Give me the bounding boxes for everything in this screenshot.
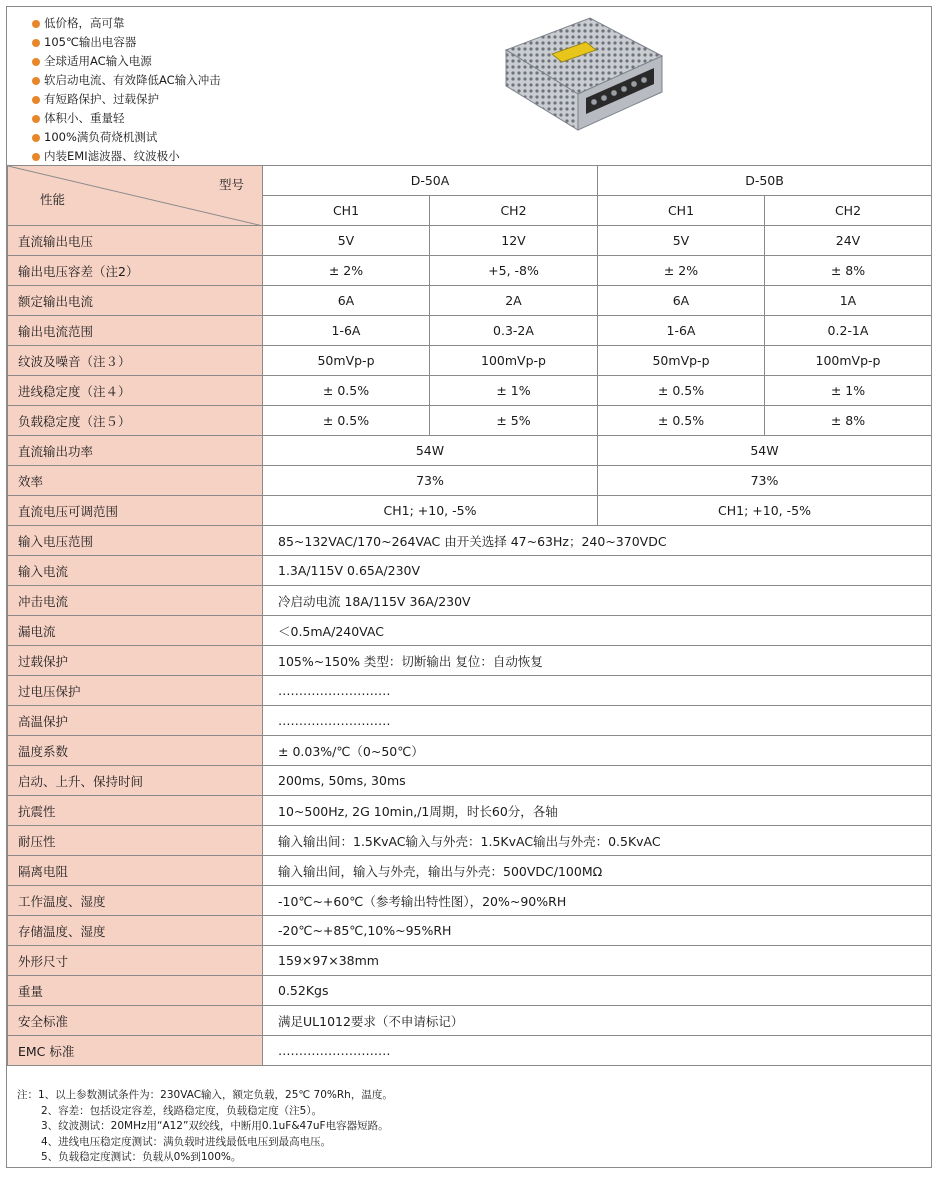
spec-row — [8, 316, 932, 346]
spec-value: -10℃~+60℃（参考输出特性图），20%~90%RH — [263, 886, 932, 916]
channel-value: +5, -8% — [430, 256, 598, 286]
channel-value: 1A — [765, 286, 932, 316]
channel-value: 100mVp-p — [765, 346, 932, 376]
model-value: 54W — [263, 436, 598, 466]
spec-row — [8, 586, 932, 616]
spec-row — [8, 946, 932, 976]
bullet-icon — [32, 153, 40, 161]
spec-row — [8, 226, 932, 256]
row-label: 直流输出功率 — [8, 436, 263, 466]
spec-row — [8, 976, 932, 1006]
spec-value: 200ms, 50ms, 30ms — [263, 766, 932, 796]
row-label: EMC 标准 — [8, 1036, 263, 1066]
row-label: 工作温度、湿度 — [8, 886, 263, 916]
channel-value: 100mVp-p — [430, 346, 598, 376]
channel-value: 50mVp-p — [263, 346, 430, 376]
feature-text: 体积小、重量轻 — [44, 111, 125, 125]
spec-table — [7, 165, 932, 1066]
spec-value: ……………………… — [263, 1036, 932, 1066]
row-label: 直流电压可调范围 — [8, 496, 263, 526]
feature-text: 有短路保护、过载保护 — [44, 92, 159, 106]
channel-header: CH1 — [263, 196, 430, 226]
spec-row — [8, 436, 932, 466]
channel-value: ± 1% — [765, 376, 932, 406]
spec-value: 输入输出间，输入与外壳，输出与外壳：500VDC/100MΩ — [263, 856, 932, 886]
channel-value: ± 5% — [430, 406, 598, 436]
model-header-label: 型号 — [218, 177, 244, 192]
spec-value: 1.3A/115V 0.65A/230V — [263, 556, 932, 586]
spec-row — [8, 796, 932, 826]
channel-value: ± 2% — [263, 256, 430, 286]
feature-text: 105℃输出电容器 — [44, 35, 137, 49]
row-label: 输出电压容差（注2） — [8, 256, 263, 286]
spec-row — [8, 556, 932, 586]
spec-value: ……………………… — [263, 676, 932, 706]
row-label: 隔离电阻 — [8, 856, 263, 886]
channel-value: ± 0.5% — [598, 376, 765, 406]
spec-row — [8, 766, 932, 796]
spec-row — [8, 406, 932, 436]
channel-value: 5V — [263, 226, 430, 256]
bullet-icon — [32, 20, 40, 28]
note-line: 5、负载稳定度测试：负载从0%到100%。 — [41, 1151, 242, 1163]
channel-value: 0.2-1A — [765, 316, 932, 346]
spec-value: 10~500Hz, 2G 10min,/1周期，时长60分，各轴 — [263, 796, 932, 826]
model-value: 73% — [598, 466, 932, 496]
bullet-icon — [32, 77, 40, 85]
channel-header: CH2 — [765, 196, 932, 226]
model-value: CH1; +10, -5% — [598, 496, 932, 526]
row-label: 重量 — [8, 976, 263, 1006]
performance-header-label: 性能 — [40, 192, 66, 207]
channel-header: CH1 — [598, 196, 765, 226]
spec-value: ……………………… — [263, 706, 932, 736]
channel-value: ± 0.5% — [263, 376, 430, 406]
row-label: 纹波及噪音（注３） — [8, 346, 263, 376]
bullet-icon — [32, 39, 40, 47]
model-name: D-50A — [263, 166, 598, 196]
feature-item — [32, 71, 221, 90]
channel-value: 1-6A — [263, 316, 430, 346]
row-label: 启动、上升、保持时间 — [8, 766, 263, 796]
channel-value: 1-6A — [598, 316, 765, 346]
row-label: 过电压保护 — [8, 676, 263, 706]
spec-row — [8, 1006, 932, 1036]
row-label: 冲击电流 — [8, 586, 263, 616]
spec-row — [8, 376, 932, 406]
row-label: 抗震性 — [8, 796, 263, 826]
spec-value: 输入输出间：1.5KvAC输入与外壳：1.5KvAC输出与外壳：0.5KvAC — [263, 826, 932, 856]
model-value: 54W — [598, 436, 932, 466]
row-label: 漏电流 — [8, 616, 263, 646]
bullet-icon — [32, 58, 40, 66]
header-diagonal-cell — [8, 166, 263, 226]
spec-row — [8, 346, 932, 376]
row-label: 输出电流范围 — [8, 316, 263, 346]
row-label: 安全标准 — [8, 1006, 263, 1036]
spec-row — [8, 646, 932, 676]
row-label: 输入电压范围 — [8, 526, 263, 556]
spec-row — [8, 1036, 932, 1066]
bullet-icon — [32, 96, 40, 104]
spec-row — [8, 706, 932, 736]
bullet-icon — [32, 115, 40, 123]
spec-value: 85~132VAC/170~264VAC 由开关选择 47~63Hz；240~370VDC — [263, 526, 932, 556]
model-value: CH1; +10, -5% — [263, 496, 598, 526]
model-value: 73% — [263, 466, 598, 496]
spec-row — [8, 526, 932, 556]
feature-item — [32, 128, 221, 147]
channel-value: 0.3-2A — [430, 316, 598, 346]
channel-value: ± 8% — [765, 256, 932, 286]
note-line: 4、进线电压稳定度测试：满负载时进线最低电压到最高电压。 — [41, 1135, 332, 1148]
bullet-icon — [32, 134, 40, 142]
row-label: 进线稳定度（注４） — [8, 376, 263, 406]
row-label: 额定输出电流 — [8, 286, 263, 316]
channel-value: ± 0.5% — [263, 406, 430, 436]
spec-row — [8, 856, 932, 886]
feature-text: 低价格，高可靠 — [44, 16, 125, 30]
spec-row — [8, 496, 932, 526]
spec-value: 105%~150% 类型：切断输出 复位：自动恢复 — [263, 646, 932, 676]
row-label: 效率 — [8, 466, 263, 496]
row-label: 存储温度、湿度 — [8, 916, 263, 946]
channel-value: ± 2% — [598, 256, 765, 286]
row-label: 耐压性 — [8, 826, 263, 856]
feature-text: 内装EMI滤波器、纹波极小 — [44, 149, 180, 163]
row-label: 高温保护 — [8, 706, 263, 736]
feature-text: 100%满负荷烧机测试 — [44, 130, 158, 144]
spec-value: ＜0.5mA/240VAC — [263, 616, 932, 646]
spec-value: 冷启动电流 18A/115V 36A/230V — [263, 586, 932, 616]
row-label: 输入电流 — [8, 556, 263, 586]
notes-section — [17, 1088, 393, 1166]
channel-value: 24V — [765, 226, 932, 256]
power-supply-image — [498, 10, 668, 140]
feature-item — [32, 90, 221, 109]
spec-row — [8, 256, 932, 286]
spec-row — [8, 676, 932, 706]
channel-value: 2A — [430, 286, 598, 316]
spec-value: 满足UL1012要求（不申请标记） — [263, 1006, 932, 1036]
spec-row — [8, 466, 932, 496]
spec-value: -20℃~+85℃,10%~95%RH — [263, 916, 932, 946]
feature-item — [32, 14, 221, 33]
spec-value: 159×97×38mm — [263, 946, 932, 976]
feature-text: 全球适用AC输入电源 — [44, 54, 152, 68]
row-label: 温度系数 — [8, 736, 263, 766]
feature-item — [32, 147, 221, 166]
channel-value: 6A — [598, 286, 765, 316]
note-line: 2、容差：包括设定容差，线路稳定度，负载稳定度（注5）。 — [41, 1104, 323, 1117]
channel-value: 6A — [263, 286, 430, 316]
note-line: 3、纹波测试：20MHz用“A12”双绞线，中断用0.1uF&47uF电容器短路。 — [41, 1120, 389, 1132]
channel-value: 50mVp-p — [598, 346, 765, 376]
spec-row — [8, 826, 932, 856]
feature-item — [32, 109, 221, 128]
channel-value: 12V — [430, 226, 598, 256]
header-row-models — [8, 166, 932, 196]
feature-list — [32, 14, 221, 166]
feature-text: 软启动电流、有效降低AC输入冲击 — [44, 73, 221, 87]
row-label: 外形尺寸 — [8, 946, 263, 976]
channel-header: CH2 — [430, 196, 598, 226]
spec-value: 0.52Kgs — [263, 976, 932, 1006]
row-label: 过载保护 — [8, 646, 263, 676]
row-label: 直流输出电压 — [8, 226, 263, 256]
spec-row — [8, 616, 932, 646]
channel-value: ± 0.5% — [598, 406, 765, 436]
feature-item — [32, 52, 221, 71]
spec-row — [8, 886, 932, 916]
model-name: D-50B — [598, 166, 932, 196]
spec-value: ± 0.03%/℃（0~50℃） — [263, 736, 932, 766]
channel-value: ± 8% — [765, 406, 932, 436]
note-line: 注：1、以上参数测试条件为：230VAC输入，额定负载，25℃ 70%Rh，温度。 — [17, 1089, 393, 1101]
spec-row — [8, 916, 932, 946]
channel-value: ± 1% — [430, 376, 598, 406]
spec-row — [8, 736, 932, 766]
channel-value: 5V — [598, 226, 765, 256]
row-label: 负载稳定度（注５） — [8, 406, 263, 436]
feature-item — [32, 33, 221, 52]
spec-row — [8, 286, 932, 316]
